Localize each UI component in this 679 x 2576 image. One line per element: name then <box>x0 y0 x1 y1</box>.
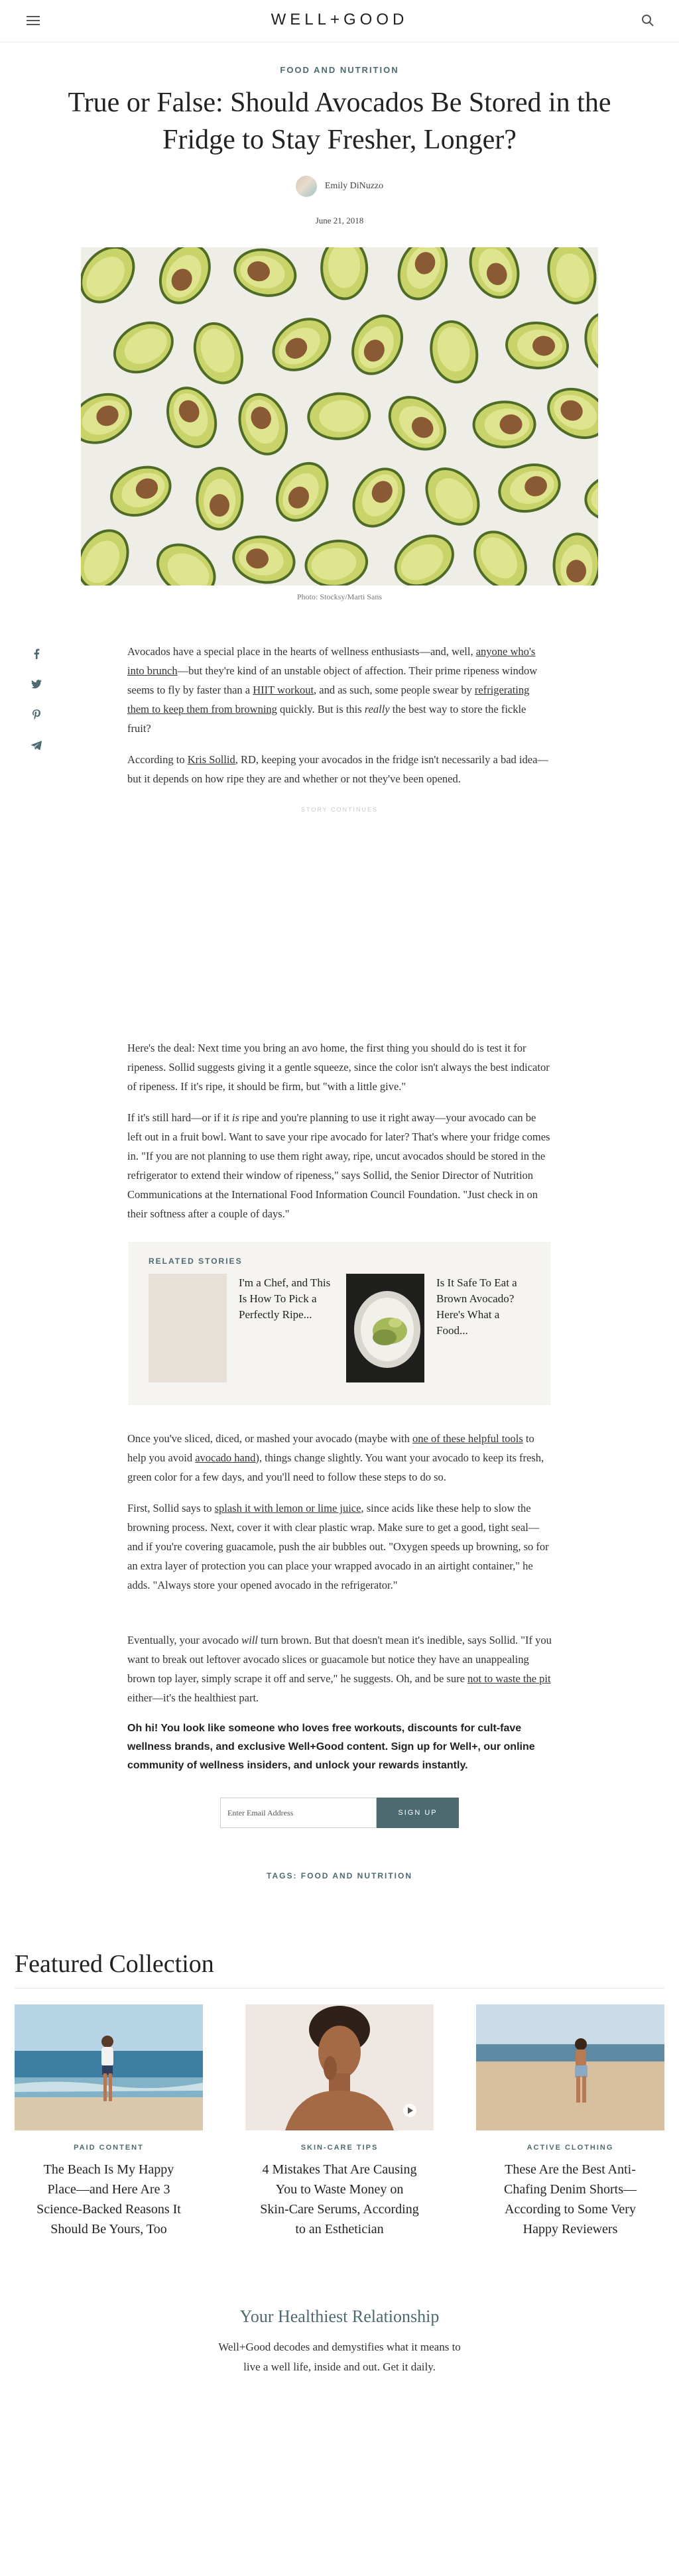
hiit-workout-link[interactable]: HIIT workout <box>253 684 314 696</box>
paragraph: According to Kris Sollid, RD, keeping your avocados in the fridge isn't necessarily a bad idea—but it depends on how ripe they are and whether or not they've been opened. <box>127 753 548 785</box>
featured-card[interactable] <box>245 2004 434 2239</box>
lemon-lime-link[interactable]: splash it with lemon or lime juice <box>214 1502 361 1514</box>
related-story[interactable] <box>346 1274 530 1382</box>
hero-image <box>81 247 598 585</box>
refrigerating-link[interactable]: refrigerating them to keep them from browning <box>127 684 530 715</box>
article-body-continued <box>127 1429 552 1886</box>
article-title: True or False: Should Avocados Be Stored in the Fridge to Stay Fresher, Longer? <box>68 88 611 155</box>
card-title[interactable]: 4 Mistakes That Are Causing You to Waste Money on Skin-Care Serums, According to an Esthetician <box>260 2162 419 2237</box>
avocado-hand-link[interactable]: avocado hand <box>195 1451 256 1464</box>
paragraph: Here's the deal: Next time you bring an avo home, the first thing you should do is test it for ripeness. Sollid suggests giving it a gentle squeeze, since the color isn't always the best indicator of ripeness. If it's ripe, it should be firm, but "with a little give." <box>127 1042 550 1093</box>
related-story-title[interactable]: I'm a Chef, and This Is How To Pick a Perfectly Ripe... <box>239 1276 331 1321</box>
author-name[interactable]: Emily DiNuzzo <box>324 181 384 191</box>
card-category[interactable]: SKIN-CARE TIPS <box>300 2144 379 2152</box>
paragraph: Once you've sliced, diced, or mashed your avocado (maybe with one of these helpful tools to help you avoid avocado hand), things change slightly. You want your avocado to keep its fresh, green color for a few days, and you'll need to follow these steps to do so. <box>127 1432 544 1483</box>
newsletter-promo <box>0 2307 679 2404</box>
promo-description: Well+Good decodes and demystifies what it means to live a well life, inside and out. Get it daily. <box>218 2341 461 2373</box>
signup-cta-text: Oh hi! You look like someone who loves free workouts, discounts for cult-fave wellness brands, and exclusive Well+Good content. Sign up for Well+, our online community of wellness insiders, and unlock your rewards instantly. <box>127 1723 535 1771</box>
card-title[interactable]: The Beach Is My Happy Place—and Here Are 3 Science-Backed Reasons It Should Be Yours, Too <box>36 2162 181 2237</box>
related-story-title[interactable]: Is It Safe To Eat a Brown Avocado? Here's What a Food... <box>436 1276 517 1337</box>
kris-sollid-link[interactable]: Kris Sollid <box>187 753 235 766</box>
featured-collection <box>15 1949 664 2239</box>
card-category[interactable]: PAID CONTENT <box>74 2144 144 2152</box>
related-story-thumbnail[interactable] <box>346 1274 424 1382</box>
paragraph: First, Sollid says to splash it with lemon or lime juice, since acids like these help to slow the browning process. Next, cover it with clear plastic wrap. Make sure to get a good, tight seal—and if you're covering guacamole, push the air bubbles out. "Oxygen speeds up browning, so for an extra layer of protection you can place your wrapped avocado in an airtight container," he adds. "Always store your opened avocado in the refrigerator." <box>127 1502 549 1591</box>
featured-title: Featured Collection <box>15 1949 664 1989</box>
card-title[interactable]: These Are the Best Anti-Chafing Denim Shorts—According to Some Very Happy Reviewers <box>504 2162 637 2237</box>
byline <box>0 176 679 197</box>
helpful-tools-link[interactable]: one of these helpful tools <box>412 1432 523 1445</box>
email-field[interactable] <box>220 1798 377 1828</box>
site-logo[interactable]: WELL+GOOD <box>271 11 408 29</box>
author-avatar[interactable] <box>296 176 317 197</box>
paragraph: Eventually, your avocado will turn brown. But that doesn't mean it's inedible, says Sollid. "If you want to break out leftover avocado slices or guacamole but notice they have an unappealing brown top layer, simply scrape it off and serve," he suggests. Oh, and be sure not to waste the pit either—it's the healthiest part. <box>127 1634 552 1704</box>
article-body <box>127 642 552 1223</box>
card-image[interactable] <box>476 2004 664 2130</box>
paragraph: Avocados have a special place in the hearts of wellness enthusiasts—and, well, anyone who's into brunch—but they're kind of an unstable object of affection. Their prime ripeness window seems to fly by faster than a HIIT workout, and as such, some people swear by refrigerating them to keep them from browning quickly. But is this really the best way to store the fickle fruit? <box>127 645 538 735</box>
share-bar <box>29 646 44 768</box>
search-icon[interactable] <box>641 13 655 28</box>
article-header <box>0 42 679 226</box>
paragraph: If it's still hard—or if it is ripe and you're planning to use it right away—your avocado can be left out in a fruit bowl. Want to save your ripe avocado for later? That's where your fridge comes in. "If you are not planning to use them right away, ripe, uncut avocados should be stored in the refrigerator to extend their window of ripeness," says Sollid, the Senior Director of Nutrition Communications at the International Food Information Council Foundation. "Just check in on their softness after a couple of days." <box>127 1111 550 1220</box>
related-story-thumbnail[interactable] <box>149 1274 227 1382</box>
card-category[interactable]: ACTIVE CLOTHING <box>526 2144 614 2152</box>
telegram-icon[interactable] <box>29 738 44 753</box>
article-category[interactable]: FOOD AND NUTRITION <box>280 65 399 75</box>
brunch-link[interactable]: anyone who's into brunch <box>127 645 536 677</box>
ad-slot <box>127 820 552 1038</box>
article-tags[interactable]: TAGS: FOOD AND NUTRITION <box>267 1871 412 1880</box>
related-stories-title: RELATED STORIES <box>149 1257 243 1266</box>
image-caption: Photo: Stocksy/Marti Sans <box>296 592 382 601</box>
pit-link[interactable]: not to waste the pit <box>467 1672 551 1685</box>
related-stories <box>129 1242 550 1405</box>
pinterest-icon[interactable] <box>29 707 44 722</box>
card-image[interactable] <box>15 2004 203 2130</box>
signup-form <box>127 1798 552 1828</box>
site-header <box>0 0 679 42</box>
related-story[interactable] <box>149 1274 333 1382</box>
signup-button[interactable]: SIGN UP <box>377 1798 459 1828</box>
featured-card[interactable] <box>476 2004 664 2239</box>
facebook-icon[interactable] <box>29 646 44 661</box>
promo-heading: Your Healthiest Relationship <box>239 2307 440 2326</box>
publish-date: June 21, 2018 <box>315 215 364 225</box>
twitter-icon[interactable] <box>29 677 44 692</box>
featured-card[interactable] <box>15 2004 203 2239</box>
card-image[interactable] <box>245 2004 434 2130</box>
ad-label: STORY CONTINUES <box>300 806 379 813</box>
